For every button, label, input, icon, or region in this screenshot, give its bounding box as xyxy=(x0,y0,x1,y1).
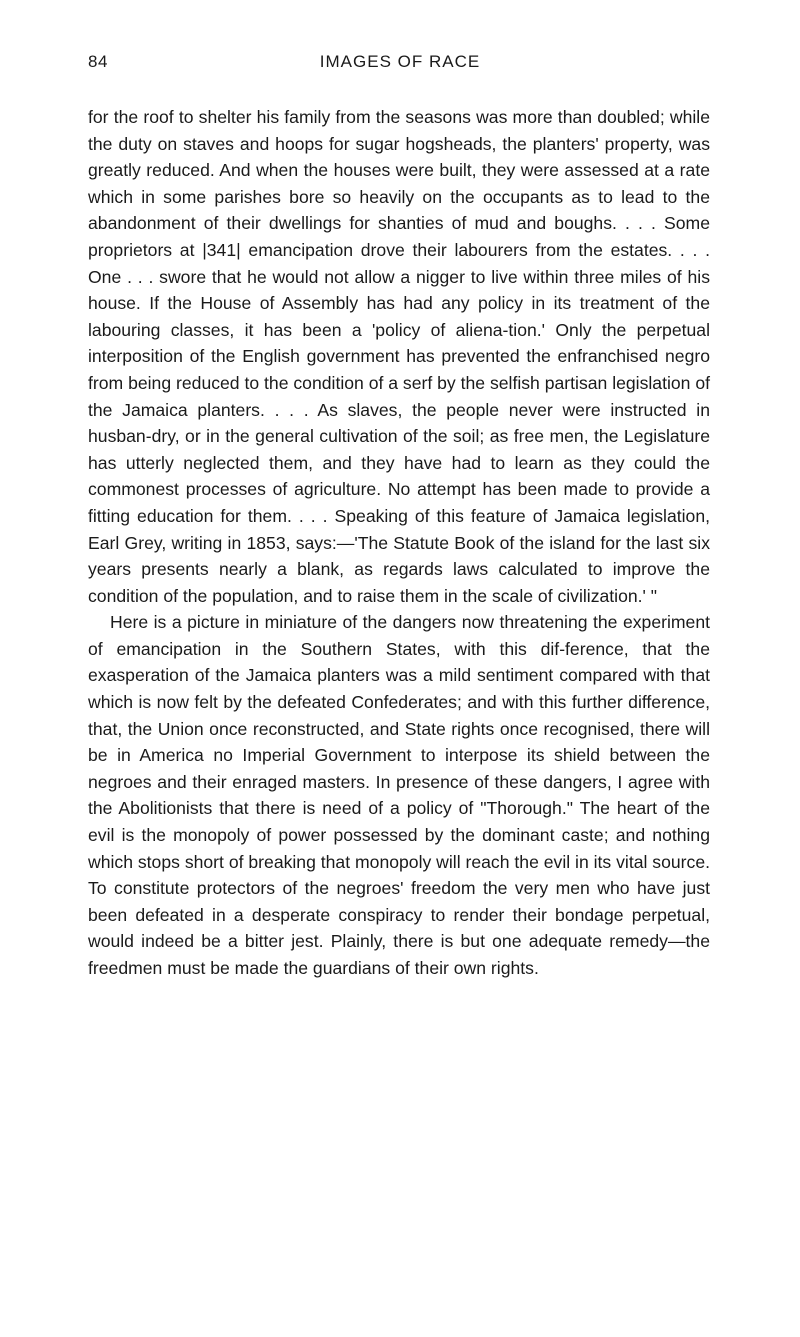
running-header xyxy=(88,52,712,82)
running-title: IMAGES OF RACE xyxy=(319,52,481,71)
paragraph-continued: for the roof to shelter his family from the seasons was more than doubled; while the duty on staves and hoops for sugar hogsheads, the planters' property, was greatly reduced. And when the houses were built, they were assessed at a rate which in some parishes bore so heavily on the occupants as to lead to the abandonment of their dwellings for shanties of mud and boughs. . . . Some proprietors at |341| emancipation drove their labourers from the estates. . . . One . . . swore that he would not allow a nigger to live within three miles of his house. If the House of Assembly has had any policy in its treatment of the labouring classes, it has been a 'policy of aliena-tion.' Only the perpetual interposition of the English government has prevented the enfranchised negro from being reduced to the condition of a serf by the selfish partisan legislation of the Jamaica planters. . . . As slaves, the people never were instructed in husban-dry, or in the general cultivation of the soil; as free men, the Legislature has utterly neglected them, and they have had to learn as they could the commonest processes of agriculture. No attempt has been made to provide a fitting education for them. . . . Speaking of this feature of Jamaica legislation, Earl Grey, writing in 1853, says:—'The Statute Book of the island for the last six years presents nearly a blank, as regards laws calculated to improve the condition of the population, and to raise them in the scale of civilization.' " xyxy=(88,107,711,606)
paragraph: Here is a picture in miniature of the dangers now threatening the experiment of emancipation in the Southern States, with this dif-ference, that the exasperation of the Jamaica planters was a mild sentiment compared with that which is now felt by the defeated Confederates; and with this further difference, that, the Union once reconstructed, and State rights once recognised, there will be in America no Imperial Government to interpose its shield between the negroes and their enraged masters. In presence of these dangers, I agree with the Abolitionists that there is need of a policy of "Thorough." The heart of the evil is the monopoly of power possessed by the dominant caste; and nothing which stops short of breaking that monopoly will reach the evil in its vital source. To constitute protectors of the negroes' freedom the very men who have just been defeated in a desperate conspiracy to render their bondage perpetual, would indeed be a bitter jest. Plainly, there is but one adequate remedy—the freedmen must be made the guardians of their own rights. xyxy=(88,612,710,978)
page-number: 84 xyxy=(88,52,108,71)
body-text xyxy=(88,104,710,982)
